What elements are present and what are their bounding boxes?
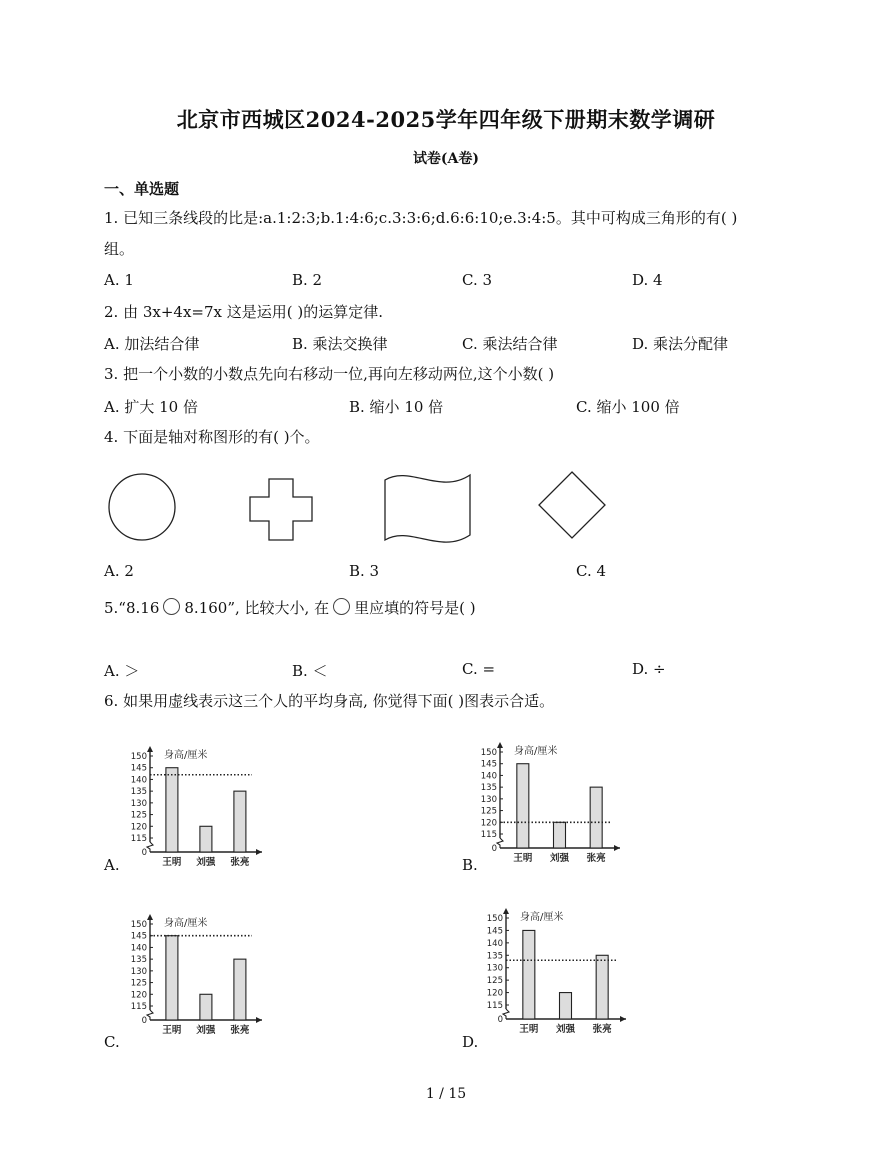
question-3-text: 3. 把一个小数的小数点先向右移动一位,再向左移动两位,这个小数( ) (104, 365, 555, 383)
question-5-text (104, 598, 476, 618)
y-tick-label: 140 (486, 938, 503, 949)
y-tick-label: 125 (130, 978, 147, 989)
y-axis-arrow (497, 742, 503, 748)
y-tick-label: 115 (130, 1002, 147, 1012)
circle-shape (109, 474, 175, 540)
y-tick-label: 140 (130, 943, 147, 954)
q2-option-d[interactable]: D. 乘法分配律 (632, 335, 729, 353)
cross-shape (250, 479, 312, 540)
chart-d (484, 904, 634, 1039)
y-tick-label: 130 (130, 798, 147, 809)
y-tick-label: 135 (130, 787, 147, 798)
y-tick-label: 145 (130, 763, 147, 774)
q2-option-a[interactable]: A. 加法结合律 (104, 335, 200, 353)
y-tick-label: 135 (130, 955, 147, 966)
y-axis-label: 身高/厘米 (164, 750, 208, 761)
y-tick-label: 150 (130, 920, 147, 930)
q1-option-d[interactable]: D. 4 (632, 271, 663, 289)
question-6-text: 6. 如果用虚线表示这三个人的平均身高, 你觉得下面( )图表示合适。 (104, 692, 555, 710)
axis-break-icon (147, 842, 153, 852)
question-4-text: 4. 下面是轴对称图形的有( )个。 (104, 428, 320, 446)
x-axis-arrow (256, 1017, 262, 1023)
bar (517, 764, 529, 848)
q1-option-b[interactable]: B. 2 (292, 271, 323, 289)
q5-text-part1: 5.“8.16 (104, 599, 160, 617)
y-tick-label: 120 (130, 822, 147, 833)
y-tick-label: 150 (130, 752, 147, 762)
y-tick-label: 115 (480, 830, 497, 840)
x-tick-label: 王明 (162, 1025, 182, 1036)
axis-break-icon (503, 1009, 509, 1019)
q4-shapes-figure (100, 465, 620, 555)
y-tick-label: 0 (497, 1015, 503, 1025)
y-tick-label: 140 (130, 775, 147, 786)
page-number: 1 / 15 (425, 1086, 467, 1102)
q3-option-a[interactable]: A. 扩大 10 倍 (104, 398, 198, 416)
question-1-text-cont: 组。 (104, 240, 135, 258)
page-subtitle: 试卷(A卷) (412, 151, 480, 167)
question-1-text: 1. 已知三条线段的比是:a.1:2:3;b.1:4:6;c.3:3:6;d.6:6:10;e.3:4:5。其中可构成三角形的有( ) (104, 209, 738, 227)
q4-option-c[interactable]: C. 4 (576, 562, 607, 580)
bar (200, 826, 212, 852)
y-tick-label: 120 (486, 988, 503, 999)
x-tick-label: 刘强 (196, 857, 216, 868)
q2-option-b[interactable]: B. 乘法交换律 (292, 335, 388, 353)
blank-circle-icon (333, 598, 350, 615)
x-tick-label: 张亮 (592, 1024, 612, 1035)
y-tick-label: 130 (480, 794, 497, 805)
y-tick-label: 145 (486, 926, 503, 937)
y-axis-arrow (147, 746, 153, 752)
x-tick-label: 张亮 (586, 853, 606, 864)
q4-option-b[interactable]: B. 3 (349, 562, 380, 580)
chart-c (128, 910, 270, 1040)
x-tick-label: 王明 (519, 1024, 539, 1035)
x-tick-label: 张亮 (230, 857, 250, 868)
axis-break-icon (147, 1010, 153, 1020)
y-tick-label: 0 (491, 844, 497, 854)
axis-break-icon (497, 838, 503, 848)
y-tick-label: 125 (130, 810, 147, 821)
bar (523, 930, 535, 1019)
y-axis-label: 身高/厘米 (520, 912, 564, 923)
chart-a (128, 742, 270, 872)
section-heading: 一、单选题 (104, 180, 180, 198)
bar (596, 955, 608, 1019)
bar (200, 994, 212, 1020)
x-tick-label: 张亮 (230, 1025, 250, 1036)
x-tick-label: 王明 (162, 857, 182, 868)
y-axis-label: 身高/厘米 (514, 746, 558, 757)
y-tick-label: 150 (480, 748, 497, 758)
q1-option-a[interactable]: A. 1 (104, 271, 134, 289)
q5-text-part3: 里应填的符号是( ) (354, 599, 476, 617)
diamond-shape (539, 472, 605, 538)
y-tick-label: 140 (480, 771, 497, 782)
q3-option-c[interactable]: C. 缩小 100 倍 (576, 398, 680, 416)
y-tick-label: 0 (141, 1016, 147, 1026)
x-tick-label: 王明 (513, 853, 533, 864)
bar (166, 936, 178, 1020)
y-tick-label: 115 (130, 834, 147, 844)
q6-option-b[interactable]: B. (462, 856, 478, 874)
y-tick-label: 135 (480, 783, 497, 794)
x-axis-arrow (256, 849, 262, 855)
y-tick-label: 125 (480, 806, 497, 817)
chart-b (478, 738, 628, 868)
x-axis-arrow (620, 1016, 626, 1022)
bar (234, 791, 246, 852)
y-tick-label: 120 (480, 818, 497, 829)
x-tick-label: 刘强 (549, 853, 570, 864)
y-tick-label: 145 (480, 759, 497, 770)
q1-option-c[interactable]: C. 3 (462, 271, 493, 289)
y-tick-label: 0 (141, 848, 147, 858)
wave-flag-shape (385, 475, 470, 542)
y-axis-arrow (147, 914, 153, 920)
bar (560, 993, 572, 1019)
q5-text-part2: 8.160”, 比较大小, 在 (184, 599, 330, 617)
y-tick-label: 130 (486, 963, 503, 974)
y-tick-label: 120 (130, 990, 147, 1001)
y-tick-label: 115 (486, 1001, 503, 1011)
q6-option-c[interactable]: C. (104, 1033, 120, 1051)
q4-option-a[interactable]: A. 2 (104, 562, 134, 580)
y-tick-label: 135 (486, 951, 503, 962)
q5-option-a[interactable]: A. ＞ (104, 662, 140, 680)
bar (554, 822, 566, 848)
x-tick-label: 刘强 (196, 1025, 216, 1036)
q3-option-b[interactable]: B. 缩小 10 倍 (349, 398, 444, 416)
y-tick-label: 125 (486, 976, 503, 987)
q5-option-b[interactable]: B. ＜ (292, 662, 328, 680)
y-tick-label: 145 (130, 931, 147, 942)
y-tick-label: 150 (486, 914, 503, 924)
question-2-text: 2. 由 3x+4x=7x 这是运用( )的运算定律. (104, 303, 384, 321)
x-axis-arrow (614, 845, 620, 851)
y-tick-label: 130 (130, 966, 147, 977)
q6-option-d[interactable]: D. (462, 1033, 479, 1051)
bar (166, 768, 178, 852)
q6-option-a[interactable]: A. (104, 856, 120, 874)
x-tick-label: 刘强 (555, 1024, 576, 1035)
q5-option-c[interactable]: C. = (462, 660, 496, 678)
q5-option-d[interactable]: D. ÷ (632, 660, 666, 678)
bar (590, 787, 602, 848)
page-title: 北京市西城区2024-2025学年四年级下册期末数学调研 (176, 107, 716, 132)
q2-option-c[interactable]: C. 乘法结合律 (462, 335, 558, 353)
y-axis-arrow (503, 908, 509, 914)
bar (234, 959, 246, 1020)
y-axis-label: 身高/厘米 (164, 918, 208, 929)
blank-circle-icon (163, 598, 180, 615)
